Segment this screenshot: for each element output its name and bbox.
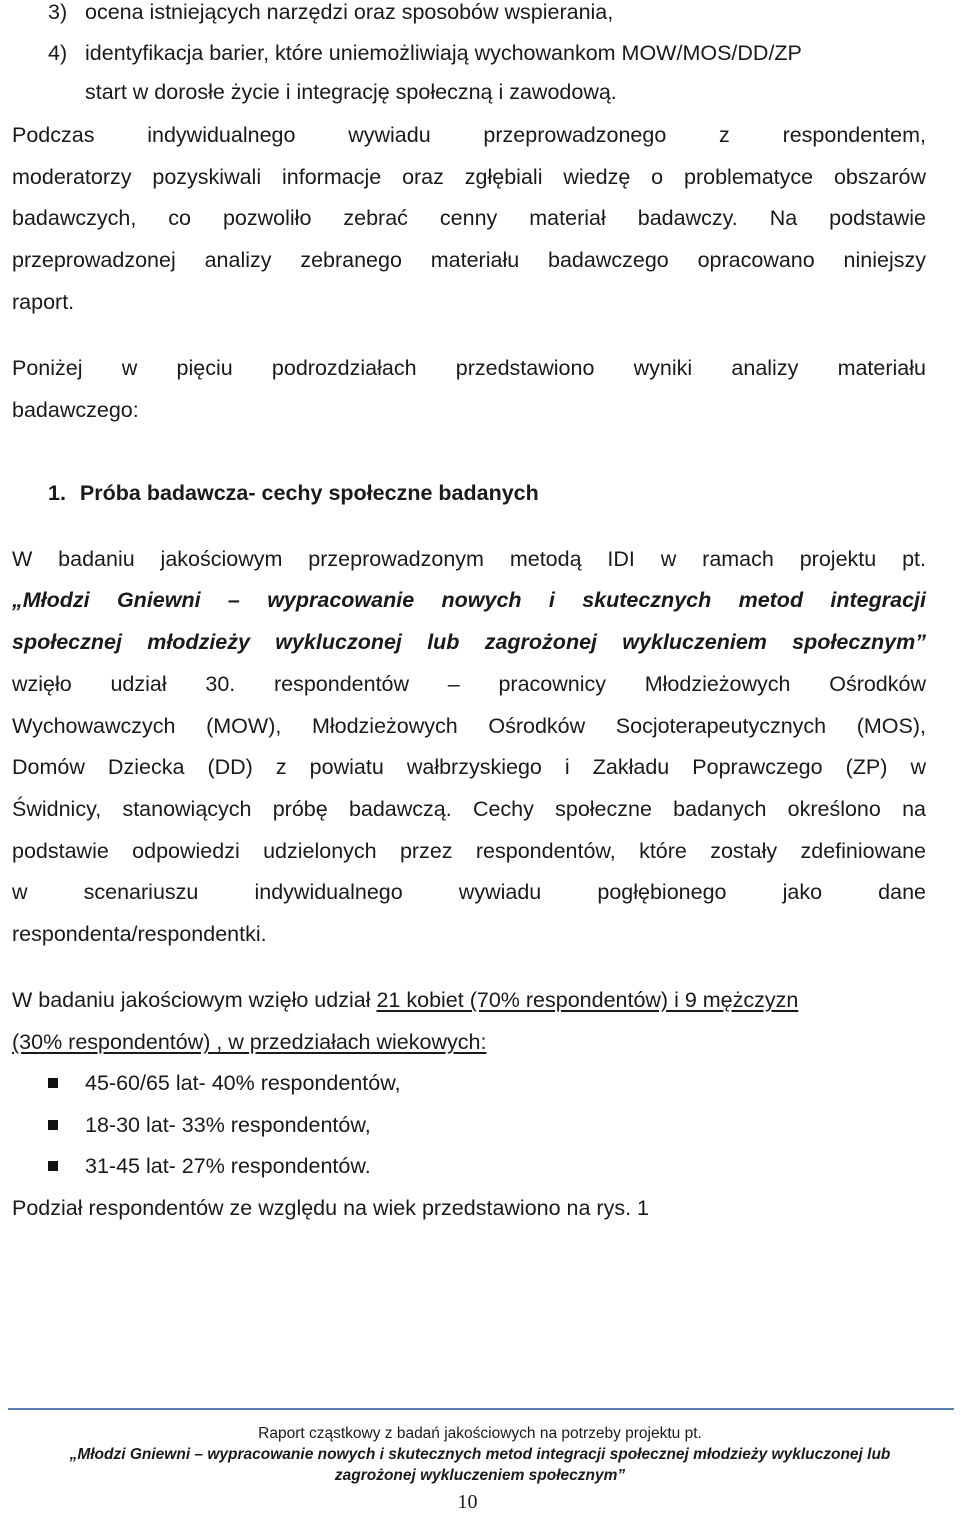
list-number: 4) (48, 41, 68, 65)
paragraph-line: wzięło udział 30. respondentów – pracownicy Młodzieżowych Ośrodków (12, 672, 926, 696)
paragraph-text: W badaniu jakościowym wzięło udział (12, 988, 377, 1012)
list-number: 3) (48, 0, 68, 24)
list-item-text: ocena istniejących narzędzi oraz sposobów wspierania, (85, 0, 614, 24)
section-number: 1. (48, 481, 66, 505)
underlined-text: 21 kobiet (70% respondentów) i 9 mężczyzn (376, 988, 799, 1012)
paragraph-line (12, 1027, 926, 1057)
paragraph-line: w scenariuszu indywidualnego wywiadu pogłębionego jako dane (12, 880, 926, 904)
list-item-continuation: start w dorosłe życie i integrację społeczną i zawodową. (85, 80, 617, 104)
paragraph-line: Podział respondentów ze względu na wiek przedstawiono na rys. 1 (12, 1196, 650, 1220)
footer-project-title: „Młodzi Gniewni – wypracowanie nowych i skutecznych metod integracji społecznej młodzieży wykluczonej lub (69, 1446, 891, 1463)
paragraph-line: respondenta/respondentki. (12, 922, 267, 946)
list-item-text: 45-60/65 lat- 40% respondentów, (85, 1071, 401, 1095)
list-item-text: identyfikacja barier, które uniemożliwiają wychowankom MOW/MOS/DD/ZP (85, 41, 802, 65)
paragraph-line: Wychowawczych (MOW), Młodzieżowych Ośrodków Socjoterapeutycznych (MOS), (12, 714, 926, 738)
project-title-line: społecznej młodzieży wykluczonej lub zagrożonej wykluczeniem społecznym” (12, 630, 926, 654)
footer-project-title: zagrożonej wykluczeniem społecznym” (334, 1467, 626, 1484)
paragraph-line: Poniżej w pięciu podrozdziałach przedstawiono wyniki analizy materiału (12, 356, 926, 380)
section-heading (48, 478, 539, 508)
section-title: Próba badawcza- cechy społeczne badanych (79, 481, 539, 505)
paragraph-line: Domów Dziecka (DD) z powiatu wałbrzyskiego i Zakładu Poprawczego (ZP) w (12, 755, 926, 779)
paragraph-line (12, 985, 926, 1015)
footer-divider (8, 1408, 954, 1410)
paragraph-line: moderatorzy pozyskiwali informacje oraz zgłębiali wiedzę o problematyce obszarów (12, 165, 926, 189)
paragraph-line: Podczas indywidualnego wywiadu przeprowadzonego z respondentem, (12, 123, 926, 147)
paragraph-line: W badaniu jakościowym przeprowadzonym metodą IDI w ramach projektu pt. (12, 547, 926, 571)
paragraph-line: badawczego: (12, 398, 139, 422)
square-bullet-icon (48, 1161, 58, 1171)
page-number: 10 (457, 1491, 478, 1513)
square-bullet-icon (48, 1078, 58, 1088)
list-item-text: 18-30 lat- 33% respondentów, (85, 1113, 371, 1137)
list-item-text: 31-45 lat- 27% respondentów. (85, 1154, 371, 1178)
paragraph-line: badawczych, co pozwoliło zebrać cenny materiał badawczy. Na podstawie (12, 206, 926, 230)
paragraph-line: raport. (12, 290, 75, 314)
project-title-line: „Młodzi Gniewni – wypracowanie nowych i skutecznych metod integracji (12, 588, 926, 612)
paragraph-line: podstawie odpowiedzi udzielonych przez respondentów, które zostały zdefiniowane (12, 839, 926, 863)
square-bullet-icon (48, 1120, 58, 1130)
paragraph-line: Świdnicy, stanowiących próbę badawczą. Cechy społeczne badanych określono na (12, 797, 926, 821)
underlined-text: (30% respondentów) , w przedziałach wiekowych: (12, 1030, 487, 1054)
paragraph-line: przeprowadzonej analizy zebranego materiału badawczego opracowano niniejszy (12, 248, 926, 272)
footer-text: Raport cząstkowy z badań jakościowych na potrzeby projektu pt. (258, 1425, 702, 1442)
